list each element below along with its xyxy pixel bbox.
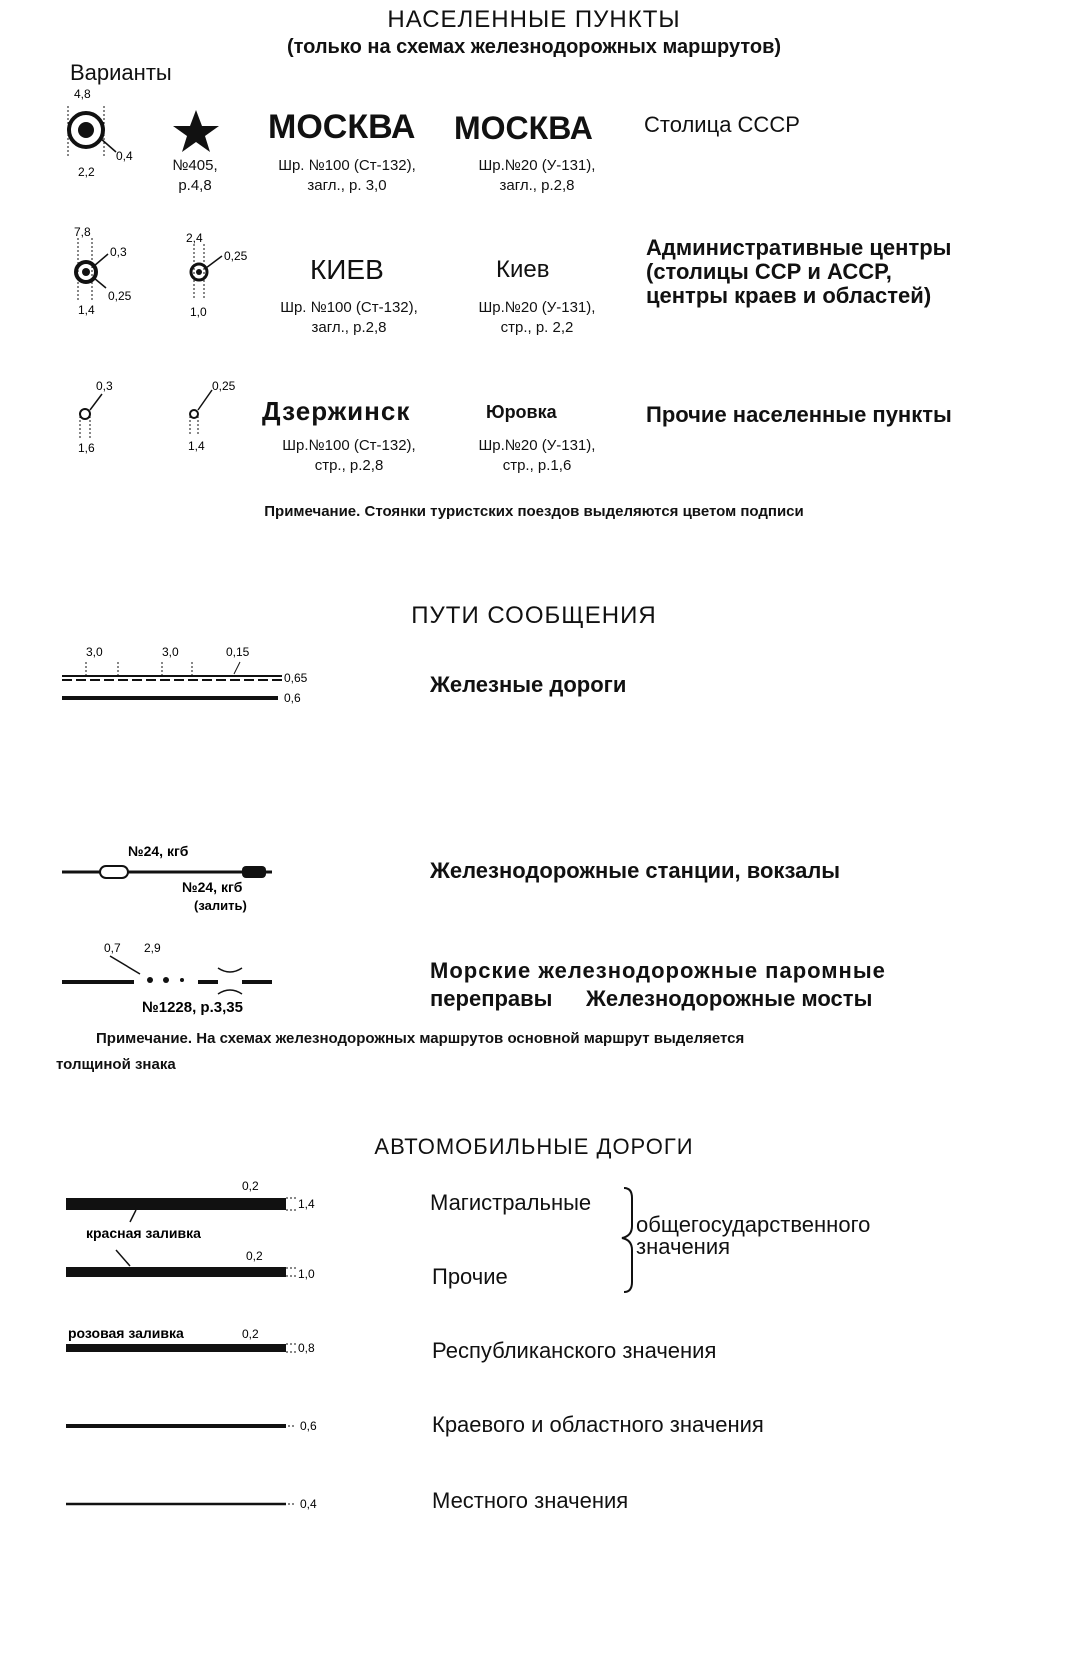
railways-description: Железные дороги [430,672,627,697]
svg-text:0,7: 0,7 [104,941,121,955]
main-road-description: Магистральные [430,1190,592,1215]
settlements-title: НАСЕЛЕННЫЕ ПУНКТЫ [387,6,681,33]
svg-text:1,0: 1,0 [298,1267,315,1281]
font-spec-admin-a: Шр. №100 (Ст-132), загл., р.2,8 [280,299,418,336]
svg-text:0,3: 0,3 [96,379,113,393]
font-spec-capital-b: Шр.№20 (У-131), загл., р.2,8 [478,157,596,194]
svg-text:№24, кгб: №24, кгб [128,843,189,859]
font-spec-admin-b: Шр.№20 (У-131), стр., р. 2,2 [478,299,596,336]
svg-text:розовая заливка: розовая заливка [68,1325,184,1341]
admin-center-large-icon [62,226,162,326]
ferries-description-line2: переправы [430,986,553,1011]
regional-road-description: Краевого и областного значения [432,1412,764,1437]
republican-road-symbol-icon [60,1320,330,1370]
railway-symbol-icon [58,640,338,710]
bridges-description: Железнодорожные мосты [586,986,873,1011]
svg-text:красная заливка: красная заливка [86,1225,201,1241]
local-road-symbol-icon [60,1484,330,1524]
dim-label: 0,4 [116,149,133,163]
svg-text:0,2: 0,2 [246,1249,263,1263]
other-state-road-symbol-icon [60,1244,330,1304]
svg-text:2,4: 2,4 [186,232,203,245]
routes-note-line2: толщиной знака [56,1056,176,1073]
settlement-marker-large-icon [70,376,140,460]
dim-label: 4,8 [74,87,91,101]
city-name-other-a: Дзержинск [262,396,411,426]
svg-text:1,4: 1,4 [188,439,205,453]
routes-title: ПУТИ СООБЩЕНИЯ [411,602,657,629]
svg-text:№1228, р.3,35: №1228, р.3,35 [142,999,243,1016]
svg-text:0,25: 0,25 [212,379,236,393]
stations-description: Железнодорожные станции, вокзалы [430,858,841,883]
capital-description: Столица СССР [644,112,800,137]
svg-text:3,0: 3,0 [162,645,179,659]
svg-text:7,8: 7,8 [74,226,91,239]
star-spec: №405, р.4,8 [172,157,218,194]
svg-text:0,3: 0,3 [110,245,127,259]
regional-road-symbol-icon [60,1406,330,1446]
admin-description: Административные центры (столицы ССР и АССР, центры краев и областей) [646,235,952,308]
state-significance-label: общегосударственного значения [636,1212,871,1259]
settlements-note: Примечание. Стоянки туристских поездов выделяются цветом подписи [264,503,804,520]
ferry-bridge-symbol-icon [58,936,298,1026]
city-name-capital-b: МОСКВА [454,110,593,146]
svg-text:0,6: 0,6 [284,691,301,705]
svg-text:0,8: 0,8 [298,1341,315,1355]
local-road-description: Местного значения [432,1488,629,1513]
svg-text:№24, кгб: №24, кгб [182,879,243,895]
settlements-subtitle: (только на схемах железнодорожных маршрутов) [286,36,782,58]
svg-text:2,9: 2,9 [144,941,161,955]
star-icon [172,108,220,154]
dim-label: 2,2 [78,165,95,179]
svg-text:0,25: 0,25 [108,289,132,303]
svg-text:1,4: 1,4 [78,303,95,317]
roads-title: АВТОМОБИЛЬНЫЕ ДОРОГИ [374,1134,694,1159]
svg-text:0,2: 0,2 [242,1327,259,1341]
svg-text:0,6: 0,6 [300,1419,317,1433]
city-name-admin-a: КИЕВ [310,254,384,285]
station-symbol-icon [58,840,288,920]
svg-text:0,15: 0,15 [226,645,250,659]
svg-text:0,4: 0,4 [300,1497,317,1511]
republican-road-description: Республиканского значения [432,1338,717,1363]
svg-text:1,4: 1,4 [298,1197,315,1211]
city-name-admin-b: Киев [496,256,550,283]
svg-text:(залить): (залить) [194,898,247,913]
ferries-description-line1: Морские железнодорожные паромные [430,958,886,983]
capital-circle-icon [60,86,150,186]
svg-text:3,0: 3,0 [86,645,103,659]
brace-icon [618,1186,638,1296]
settlement-marker-small-icon [182,376,252,460]
other-state-road-description: Прочие [432,1264,508,1289]
svg-text:0,2: 0,2 [242,1179,259,1193]
variants-label: Варианты [70,60,172,85]
font-spec-other-b: Шр.№20 (У-131), стр., р.1,6 [478,437,596,474]
font-spec-capital-a: Шр. №100 (Ст-132), загл., р. 3,0 [278,157,416,194]
svg-text:1,6: 1,6 [78,441,95,455]
font-spec-other-a: Шр.№100 (Ст-132), стр., р.2,8 [282,437,416,474]
city-name-other-b: Юровка [486,402,557,422]
routes-note-line1: Примечание. На схемах железнодорожных маршрутов основной маршрут выделяется [96,1030,745,1047]
city-name-capital-a: МОСКВА [268,108,416,146]
svg-text:0,25: 0,25 [224,249,248,263]
svg-text:1,0: 1,0 [190,305,207,319]
svg-text:0,65: 0,65 [284,671,308,685]
other-settlements-description: Прочие населенные пункты [646,402,952,427]
